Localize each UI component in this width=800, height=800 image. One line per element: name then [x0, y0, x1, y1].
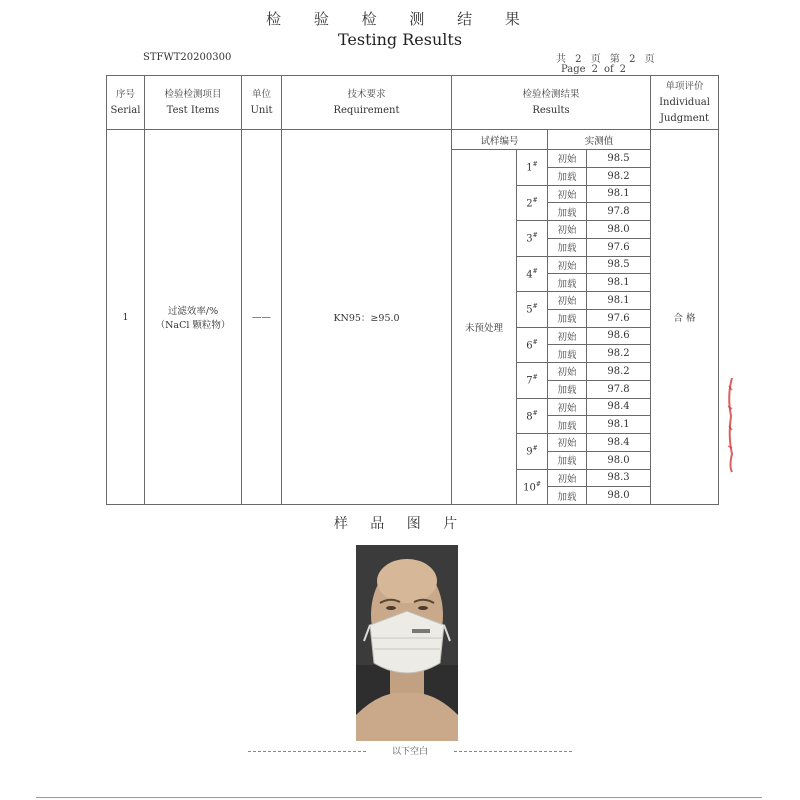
header-requirement: 技术要求 Requirement: [282, 76, 452, 130]
sample-photo-title: 样 品 图 片: [333, 516, 467, 532]
sample-photo: [356, 545, 458, 741]
loaded-value: 98.0: [587, 487, 651, 505]
sample-number: 3#: [517, 221, 548, 257]
initial-value: 98.1: [587, 185, 651, 203]
header-serial: 序号 Serial: [107, 76, 145, 130]
table-subheader-row: [107, 130, 719, 150]
initial-label: 初始: [548, 150, 587, 168]
requirement-cell: KN95：≥95.0: [282, 130, 452, 505]
initial-label: 初始: [548, 327, 587, 345]
sample-number-mark: #: [532, 409, 538, 417]
initial-value: 98.3: [587, 469, 651, 487]
initial-value: 98.5: [587, 256, 651, 274]
title-english: Testing Results: [337, 30, 463, 49]
loaded-value: 98.2: [587, 345, 651, 363]
loaded-label: 加载: [548, 309, 587, 327]
loaded-value: 98.2: [587, 167, 651, 185]
initial-label: 初始: [548, 398, 587, 416]
sample-number-mark: #: [532, 196, 538, 204]
sample-number-mark: #: [532, 303, 538, 311]
results-table: [106, 75, 719, 505]
loaded-label: 加载: [548, 238, 587, 256]
unit-cell: ——: [242, 130, 282, 505]
title-chinese: 检 验 检 测 结 果: [266, 10, 534, 28]
judgment-cell: 合 格: [651, 130, 719, 505]
page-indicator-chinese: 共 2 页 第 2 页: [556, 54, 658, 65]
loaded-value: 98.0: [587, 451, 651, 469]
sample-number-mark: #: [535, 480, 541, 488]
initial-value: 98.0: [587, 221, 651, 239]
loaded-value: 98.1: [587, 274, 651, 292]
initial-value: 98.4: [587, 434, 651, 452]
loaded-value: 97.6: [587, 238, 651, 256]
page-indicator-english: [561, 64, 632, 75]
seal-stamp-edge: [726, 376, 734, 474]
mannequin-mask-image: [356, 545, 458, 741]
bottom-divider: [36, 797, 762, 798]
initial-value: 98.2: [587, 363, 651, 381]
table-header-row: [107, 76, 719, 130]
page-current: 2: [591, 64, 598, 75]
sample-number-header: 试样编号: [452, 130, 548, 150]
loaded-label: 加载: [548, 167, 587, 185]
loaded-value: 97.8: [587, 380, 651, 398]
sample-number: 9#: [517, 434, 548, 470]
loaded-label: 加载: [548, 380, 587, 398]
initial-label: 初始: [548, 292, 587, 310]
condition-cell: 未预处理: [452, 150, 517, 505]
loaded-value: 98.1: [587, 416, 651, 434]
initial-label: 初始: [548, 434, 587, 452]
test-item-cell: 过滤效率/% （NaCl 颗粒物）: [145, 130, 242, 505]
serial-cell: 1: [107, 130, 145, 505]
report-number: STFWT20200300: [143, 52, 232, 63]
loaded-label: 加载: [548, 487, 587, 505]
end-of-content-note: 以下空白: [248, 744, 572, 757]
loaded-label: 加载: [548, 451, 587, 469]
sample-number-mark: #: [532, 232, 538, 240]
sample-number: 2#: [517, 185, 548, 221]
header-test-items: 检验检测项目 Test Items: [145, 76, 242, 130]
loaded-label: 加载: [548, 345, 587, 363]
sample-number: 5#: [517, 292, 548, 328]
measured-value-header: 实测值: [548, 130, 651, 150]
page-of: of: [603, 64, 614, 75]
header-unit: 单位 Unit: [242, 76, 282, 130]
sample-number-mark: #: [532, 161, 538, 169]
sample-number-mark: #: [532, 338, 538, 346]
initial-label: 初始: [548, 185, 587, 203]
initial-value: 98.4: [587, 398, 651, 416]
sample-number: 8#: [517, 398, 548, 434]
loaded-value: 97.8: [587, 203, 651, 221]
sample-number: 6#: [517, 327, 548, 363]
initial-label: 初始: [548, 469, 587, 487]
sample-number-mark: #: [532, 374, 538, 382]
page-label: Page: [561, 64, 586, 75]
sample-number-mark: #: [532, 445, 538, 453]
header-results: 检验检测结果 Results: [452, 76, 651, 130]
loaded-label: 加载: [548, 203, 587, 221]
initial-value: 98.1: [587, 292, 651, 310]
sample-number-mark: #: [532, 267, 538, 275]
initial-value: 98.6: [587, 327, 651, 345]
page-total: 2: [619, 64, 627, 75]
initial-label: 初始: [548, 363, 587, 381]
sample-number: 1#: [517, 150, 548, 186]
loaded-value: 97.6: [587, 309, 651, 327]
initial-value: 98.5: [587, 150, 651, 168]
header-judgment: 单项评价 Individual Judgment: [651, 76, 719, 130]
sample-number: 10#: [517, 469, 548, 505]
sample-number: 4#: [517, 256, 548, 292]
initial-label: 初始: [548, 256, 587, 274]
loaded-label: 加载: [548, 416, 587, 434]
initial-label: 初始: [548, 221, 587, 239]
loaded-label: 加载: [548, 274, 587, 292]
sample-number: 7#: [517, 363, 548, 399]
